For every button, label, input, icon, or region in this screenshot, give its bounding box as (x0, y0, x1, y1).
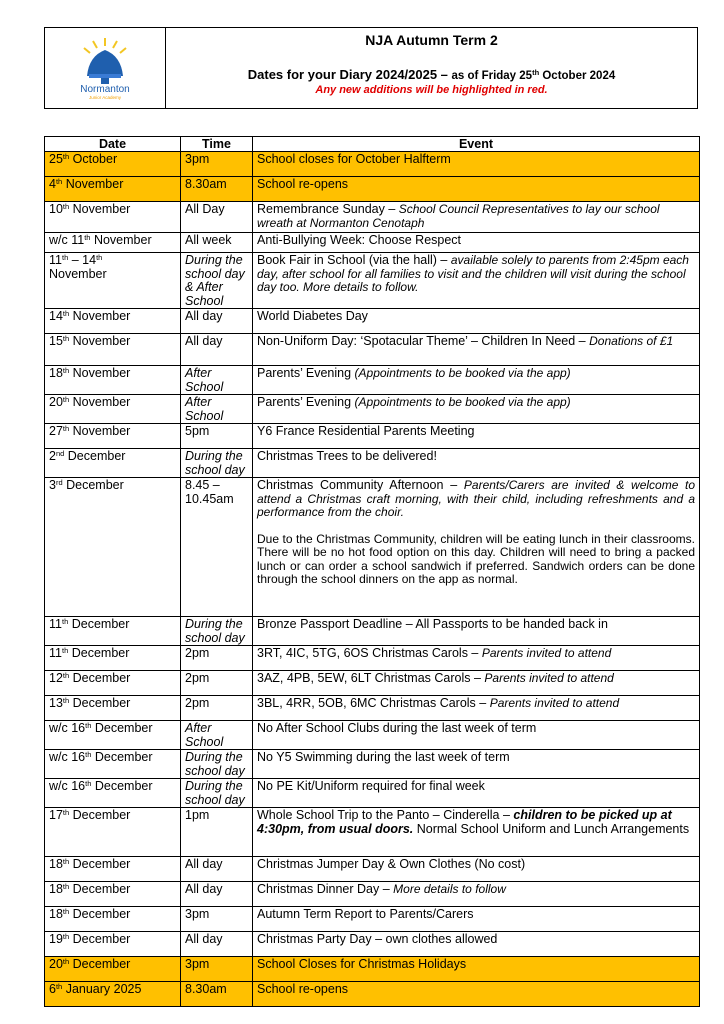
logo-cell (45, 28, 166, 108)
event-cell: Book Fair in School (via the hall) – available solely to parents from 2:45pm each day, after school for all families to visit and the children will visit during the school day too. More details to follow. (253, 253, 700, 309)
date-cell: 15th November (45, 334, 181, 366)
date-cell: 3rd December (45, 478, 181, 617)
event-cell: Christmas Dinner Day – More details to follow (253, 882, 700, 907)
time-cell: All day (181, 932, 253, 957)
table-row (45, 957, 700, 982)
event-cell: Christmas Jumper Day & Own Clothes (No cost) (253, 857, 700, 882)
time-cell: 8.45 – 10.45am (181, 478, 253, 617)
time-cell: All day (181, 882, 253, 907)
event-cell: Y6 France Residential Parents Meeting (253, 424, 700, 449)
logo-name: Normanton (80, 84, 130, 95)
table-row (45, 309, 700, 334)
subtitle-rest: October 2024 (539, 70, 616, 82)
time-cell: During the school day (181, 449, 253, 478)
time-cell: 3pm (181, 907, 253, 932)
table-row (45, 424, 700, 449)
event-cell: Christmas Community Afternoon – Parents/Carers are invited & welcome to attend a Christmas craft morning, with their child, including refreshments and a performance from the choir. Due to the Christmas Community, children will be eating lunch in their classrooms. There will be no hot food option on this day. Children will need to bring a packed lunch or can order a school sandwich if preferred. Sandwich orders can be done through the school dinners on the app as normal. (253, 478, 700, 617)
date-cell: 6th January 2025 (45, 982, 181, 1007)
subtitle-main: Dates for your Diary 2024/2025 – (247, 67, 452, 82)
event-cell: No Y5 Swimming during the last week of term (253, 750, 700, 779)
table-row (45, 721, 700, 750)
table-row (45, 982, 700, 1007)
time-cell: During the school day (181, 617, 253, 646)
time-cell: After School (181, 721, 253, 750)
event-cell: Bronze Passport Deadline – All Passports to be handed back in (253, 617, 700, 646)
table-row (45, 882, 700, 907)
event-cell: Autumn Term Report to Parents/Carers (253, 907, 700, 932)
event-cell: Anti-Bullying Week: Choose Respect (253, 233, 700, 253)
table-row (45, 907, 700, 932)
time-cell: 2pm (181, 696, 253, 721)
column-header-time: Time (181, 137, 253, 152)
table-row (45, 395, 700, 424)
date-cell: 20th December (45, 957, 181, 982)
table-row (45, 233, 700, 253)
table-row (45, 671, 700, 696)
table-row (45, 932, 700, 957)
time-cell: All week (181, 233, 253, 253)
table-row (45, 152, 700, 177)
date-cell: 10th November (45, 202, 181, 233)
date-cell: 12th December (45, 671, 181, 696)
event-cell: 3BL, 4RR, 5OB, 6MC Christmas Carols – Parents invited to attend (253, 696, 700, 721)
date-cell: 11th December (45, 617, 181, 646)
table-row (45, 366, 700, 395)
table-row (45, 857, 700, 882)
time-cell: All Day (181, 202, 253, 233)
table-row (45, 617, 700, 646)
event-cell: Whole School Trip to the Panto – Cinderella – children to be picked up at 4:30pm, from usual doors. Normal School Uniform and Lunch Arrangements (253, 808, 700, 857)
date-cell: 18th November (45, 366, 181, 395)
highlight-note: Any new additions will be highlighted in red. (315, 84, 548, 96)
table-row (45, 478, 700, 617)
table-row (45, 177, 700, 202)
time-cell: After School (181, 366, 253, 395)
date-cell: 14th November (45, 309, 181, 334)
column-header-event: Event (253, 137, 700, 152)
header-box (44, 27, 698, 109)
title-cell (166, 28, 697, 108)
date-cell: 18th December (45, 907, 181, 932)
date-cell: 25th October (45, 152, 181, 177)
time-cell: During the school day & After School (181, 253, 253, 309)
page-subtitle (166, 67, 697, 82)
subtitle-asof-text: as of Friday 25 (451, 70, 533, 82)
page-title: NJA Autumn Term 2 (365, 32, 498, 48)
date-cell: 18th December (45, 857, 181, 882)
event-cell: Non-Uniform Day: ‘Spotacular Theme’ – Children In Need – Donations of £1 (253, 334, 700, 366)
table-row (45, 696, 700, 721)
time-cell: 2pm (181, 671, 253, 696)
event-cell: Parents’ Evening (Appointments to be booked via the app) (253, 395, 700, 424)
table-row (45, 750, 700, 779)
time-cell: All day (181, 334, 253, 366)
time-cell: 1pm (181, 808, 253, 857)
event-paragraph: Due to the Christmas Community, children will be eating lunch in their classrooms. There will be no hot food option on this day. Children will need to bring a packed lunch or can order a school sandwich if preferred. Sandwich orders can be done through the school dinners on the app as normal. (257, 531, 695, 586)
date-cell: 2nd December (45, 449, 181, 478)
date-cell: 4th November (45, 177, 181, 202)
event-cell: Christmas Party Day – own clothes allowed (253, 932, 700, 957)
table-row (45, 646, 700, 671)
time-cell: During the school day (181, 750, 253, 779)
date-cell: 13th December (45, 696, 181, 721)
table-row (45, 449, 700, 478)
time-cell: All day (181, 857, 253, 882)
event-cell: Christmas Trees to be delivered! (253, 449, 700, 478)
event-cell: World Diabetes Day (253, 309, 700, 334)
date-cell: w/c 16th December (45, 721, 181, 750)
table-row (45, 202, 700, 233)
subtitle-sup: th (532, 68, 540, 77)
date-cell: 11th – 14th November (45, 253, 181, 309)
time-cell: After School (181, 395, 253, 424)
time-cell: 8.30am (181, 982, 253, 1007)
date-cell: 17th December (45, 808, 181, 857)
event-cell: No After School Clubs during the last week of term (253, 721, 700, 750)
time-cell: 8.30am (181, 177, 253, 202)
time-cell: 3pm (181, 957, 253, 982)
time-cell: During the school day (181, 779, 253, 808)
date-cell: w/c 11th November (45, 233, 181, 253)
date-cell: 11th December (45, 646, 181, 671)
event-cell: School re-opens (253, 982, 700, 1007)
date-cell: 19th December (45, 932, 181, 957)
date-cell: w/c 16th December (45, 779, 181, 808)
event-cell: School re-opens (253, 177, 700, 202)
events-table (44, 136, 700, 1007)
event-cell: 3AZ, 4PB, 5EW, 6LT Christmas Carols – Parents invited to attend (253, 671, 700, 696)
column-header-date: Date (45, 137, 181, 152)
time-cell: 2pm (181, 646, 253, 671)
table-row (45, 808, 700, 857)
time-cell: All day (181, 309, 253, 334)
time-cell: 5pm (181, 424, 253, 449)
time-cell: 3pm (181, 152, 253, 177)
date-cell: 18th December (45, 882, 181, 907)
table-header-row (45, 137, 700, 152)
logo-sub: Junior Academy (88, 95, 122, 100)
table-row (45, 253, 700, 309)
event-cell: No PE Kit/Uniform required for final week (253, 779, 700, 808)
event-cell: School closes for October Halfterm (253, 152, 700, 177)
subtitle-asof (452, 70, 616, 82)
date-cell: 27th November (45, 424, 181, 449)
table-row (45, 334, 700, 366)
event-cell: Remembrance Sunday – School Council Representatives to lay our school wreath at Normanton Cenotaph (253, 202, 700, 233)
event-cell: 3RT, 4IC, 5TG, 6OS Christmas Carols – Parents invited to attend (253, 646, 700, 671)
event-cell: Parents’ Evening (Appointments to be booked via the app) (253, 366, 700, 395)
school-logo-icon (59, 34, 151, 108)
table-row (45, 779, 700, 808)
event-cell: School Closes for Christmas Holidays (253, 957, 700, 982)
date-cell: 20th November (45, 395, 181, 424)
date-cell: w/c 16th December (45, 750, 181, 779)
